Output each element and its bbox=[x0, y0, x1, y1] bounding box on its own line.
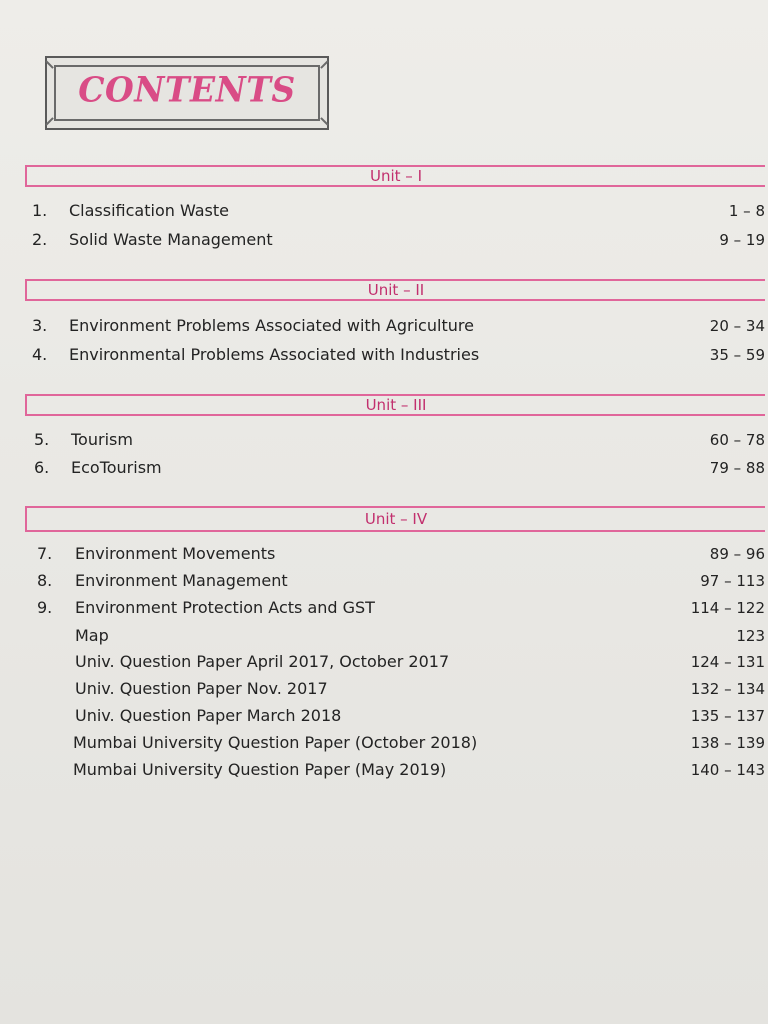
entry-title: Mumbai University Question Paper (May 2019) bbox=[73, 760, 447, 779]
entry-title: Map bbox=[75, 626, 109, 645]
entry-title: Environmental Problems Associated with Industries bbox=[69, 345, 480, 364]
entry-pages: 124 – 131 bbox=[690, 653, 765, 671]
toc-entry bbox=[0, 596, 768, 620]
entry-number: 7. bbox=[37, 544, 53, 563]
entry-pages: 135 – 137 bbox=[690, 707, 765, 725]
entry-pages: 1 – 8 bbox=[728, 202, 765, 220]
entry-pages: 20 – 34 bbox=[709, 317, 765, 335]
entry-title: Univ. Question Paper April 2017, October 2017 bbox=[75, 652, 450, 671]
contents-title-frame bbox=[45, 56, 329, 130]
entry-pages: 123 bbox=[736, 627, 765, 645]
toc-entry bbox=[0, 569, 768, 593]
entry-pages: 9 – 19 bbox=[719, 231, 765, 249]
unit-label: Unit – III bbox=[365, 396, 427, 414]
entry-number: 4. bbox=[32, 345, 48, 364]
entry-pages: 138 – 139 bbox=[690, 734, 765, 752]
toc-entry bbox=[0, 343, 768, 367]
entry-title: Environment Protection Acts and GST bbox=[75, 598, 375, 617]
entry-title: Environment Movements bbox=[75, 544, 276, 563]
toc-entry bbox=[0, 758, 768, 782]
toc-entry bbox=[0, 624, 768, 648]
entry-number: 9. bbox=[37, 598, 53, 617]
entry-pages: 97 – 113 bbox=[700, 572, 765, 590]
toc-entry bbox=[0, 677, 768, 701]
toc-entry bbox=[0, 199, 768, 223]
entry-pages: 114 – 122 bbox=[690, 599, 765, 617]
entry-title: Univ. Question Paper Nov. 2017 bbox=[75, 679, 328, 698]
unit-label: Unit – I bbox=[370, 167, 422, 185]
entry-number: 5. bbox=[34, 430, 50, 449]
entry-title: Classification Waste bbox=[69, 201, 230, 220]
entry-title: Environment Management bbox=[75, 571, 288, 590]
entry-number: 1. bbox=[32, 201, 48, 220]
entry-pages: 140 – 143 bbox=[690, 761, 765, 779]
entry-pages: 79 – 88 bbox=[709, 459, 765, 477]
entry-title: Environment Problems Associated with Agriculture bbox=[69, 316, 474, 335]
entry-title: Univ. Question Paper March 2018 bbox=[75, 706, 342, 725]
entry-pages: 132 – 134 bbox=[690, 680, 765, 698]
entry-title: Mumbai University Question Paper (October 2018) bbox=[73, 733, 478, 752]
toc-entry bbox=[0, 650, 768, 674]
toc-entry bbox=[0, 704, 768, 728]
entry-number: 6. bbox=[34, 458, 50, 477]
unit-header-2 bbox=[25, 279, 765, 301]
unit-label: Unit – II bbox=[367, 281, 425, 299]
toc-entry bbox=[0, 456, 768, 480]
entry-number: 3. bbox=[32, 316, 48, 335]
toc-entry bbox=[0, 228, 768, 252]
entry-pages: 89 – 96 bbox=[709, 545, 765, 563]
unit-header-1 bbox=[25, 165, 765, 187]
entry-number: 2. bbox=[32, 230, 48, 249]
entry-title: EcoTourism bbox=[71, 458, 162, 477]
toc-entry bbox=[0, 542, 768, 566]
toc-entry bbox=[0, 731, 768, 755]
entry-title: Tourism bbox=[71, 430, 133, 449]
unit-header-3 bbox=[25, 394, 765, 416]
unit-label: Unit – IV bbox=[364, 510, 428, 528]
toc-entry bbox=[0, 314, 768, 338]
entry-pages: 60 – 78 bbox=[709, 431, 765, 449]
toc-entry bbox=[0, 428, 768, 452]
page-title: CONTENTS bbox=[78, 69, 296, 110]
entry-number: 8. bbox=[37, 571, 53, 590]
entry-pages: 35 – 59 bbox=[709, 346, 765, 364]
unit-header-4 bbox=[25, 506, 765, 532]
entry-title: Solid Waste Management bbox=[69, 230, 273, 249]
